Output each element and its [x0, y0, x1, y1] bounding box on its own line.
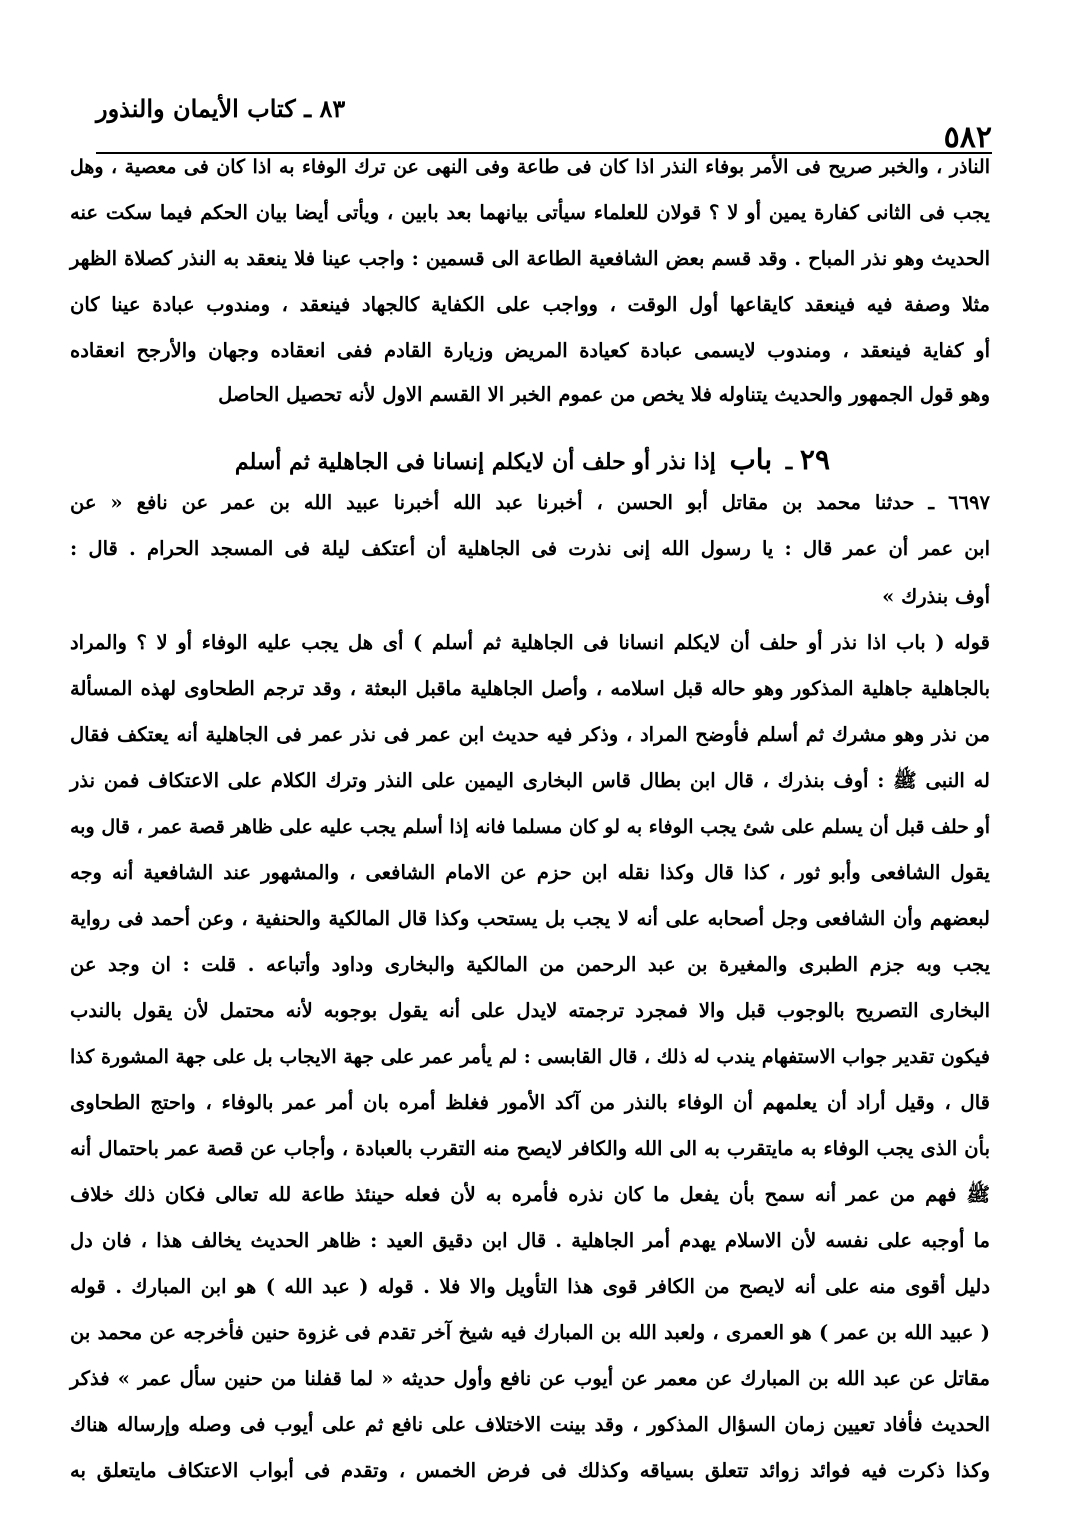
commentary-line: أو حلف قبل أن يسلم على شئ يجب الوفاء به لو كان مسلما فانه إذا أسلم يجب عليه على ظاهر قصة عمر ، قال وبه — [70, 816, 990, 838]
commentary-line: الحديث فأفاد تعيين زمان السؤال المذكور ، وقد بينت الاختلاف على نافع ثم على أيوب فى وصله وإرساله هناك — [70, 1413, 990, 1436]
commentary-line: دليل أقوى منه على أنه لايصح من الكافر قوى هذا التأويل والا فلا . قوله ( عبد الله ) هو ابن المبارك . قوله — [70, 1275, 990, 1298]
commentary-line: من نذر وهو مشرك ثم أسلم فأوضح المراد ، وذكر فيه حديث ابن عمر فى نذر عمر فى الجاهلية أنه يعتكف فقال — [70, 723, 990, 746]
text-line: وهو قول الجمهور والحديث يتناوله فلا يخص من عموم الخبر الا القسم الاول لأنه تحصيل الحاصل — [218, 383, 990, 406]
commentary-line: قال ، وقيل أراد أن يعلمهم أن الوفاء بالنذر من آكد الأمور فغلظ أمره بان أمر عمر بالوفاء ، واحتج الطحاوى — [70, 1091, 990, 1114]
commentary-line: ﷺ فهم من عمر أنه سمح بأن يفعل ما كان نذره فأمره به لأن فعله حينئذ طاعة لله تعالى فكان ذلك خلاف — [70, 1183, 990, 1206]
chapter-number: ٢٩ — [799, 443, 830, 476]
commentary-line: البخارى التصريح بالوجوب قبل والا فمجرد ترجمته لايدل على أنه يقول بوجوبه لأنه محتمل لأن يقول بالندب — [70, 999, 990, 1022]
text-line: مثلا وصفة فيه فينعقد كايقاعها أول الوقت ، وواجب على الكفاية كالجهاد فينعقد ، ومندوب عبادة عينا كان — [70, 293, 990, 316]
commentary-line: لبعضهم وأن الشافعى وجل أصحابه على أنه لا يجب بل يستحب وكذا قال المالكية والحنفية ، وعن أحمد فى رواية — [70, 907, 990, 930]
commentary-line: يجب وبه جزم الطبرى والمغيرة بن عبد الرحمن من المالكية والبخارى وداود وأتباعه . قلت : ان وجد عن — [70, 953, 990, 976]
commentary-line: بالجاهلية جاهلية المذكور وهو حاله قبل اسلامه ، وأصل الجاهلية ماقبل البعثة ، وقد ترجم الطحاوى لهذه المسألة — [70, 677, 990, 700]
commentary-line: يقول الشافعى وأبو ثور ، كذا قال وكذا نقله ابن حزم عن الامام الشافعى ، والمشهور عند الشافعية أنه وجه — [70, 861, 990, 884]
commentary-line: مقاتل عن عبد الله بن المبارك عن معمر عن أيوب عن نافع وأول حديثه « لما قفلنا من حنين سأل عمر » فذكر — [70, 1367, 990, 1390]
chapter-bab-word: باب — [729, 443, 773, 476]
chapter-title: إذا نذر أو حلف أن لايكلم إنسانا فى الجاهلية ثم أسلم — [234, 449, 716, 475]
text-line: الحديث وهو نذر المباح . وقد قسم بعض الشافعية الطاعة الى قسمين : واجب عينا فلا ينعقد به النذر كصلاة الظهر — [70, 247, 990, 270]
text-line: الناذر ، والخبر صريح فى الأمر بوفاء النذر اذا كان فى طاعة وفى النهى عن ترك الوفاء به اذا كان فى معصية ، وهل — [70, 156, 990, 178]
commentary-line: وكذا ذكرت فيه فوائد زوائد تتعلق بسياقه وكذلك فى فرض الخمس ، وتقدم فى أبواب الاعتكاف مايتعلق به — [70, 1459, 990, 1482]
hadith-line: ابن عمر أن عمر قال : يا رسول الله إنى نذرت فى الجاهلية أن أعتكف ليلة فى المسجد الحرام . قال : — [70, 537, 990, 560]
commentary-line: له النبى ﷺ : أوف بنذرك ، قال ابن بطال قاس البخارى اليمين على النذر وترك الكلام على الاعتكاف فمن نذر — [70, 769, 990, 792]
commentary-line: ما أوجبه على نفسه لأن الاسلام يهدم أمر الجاهلية . قال ابن دقيق العيد : ظاهر الحديث يخالف هذا ، فان دل — [70, 1229, 990, 1252]
chapter-dash: ـ — [785, 449, 793, 475]
text-line: أو كفاية فينعقد ، ومندوب لايسمى عبادة كعيادة المريض وزيارة القادم ففى انعقاده وجهان والأرجح انعقاده — [70, 339, 990, 362]
running-title: ٨٣ ـ كتاب الأيمان والنذور — [96, 94, 346, 123]
commentary-line: قوله ( باب اذا نذر أو حلف أن لايكلم انسانا فى الجاهلية ثم أسلم ) أى هل يجب عليه الوفاء أو لا ؟ والمراد — [70, 631, 990, 654]
commentary-line: فيكون تقدير جواب الاستفهام يندب له ذلك ، قال القابسى : لم يأمر عمر على جهة الايجاب بل على جهة المشورة كذا — [70, 1046, 990, 1068]
hadith-line: أوف بنذرك » — [882, 585, 990, 608]
page-header — [96, 92, 992, 156]
chapter-heading — [200, 440, 830, 482]
commentary-line: ( عبيد الله بن عمر ) هو العمرى ، ولعبد الله بن المبارك فيه شيخ آخر تقدم فى غزوة حنين فأخرجه عن محمد بن — [70, 1321, 990, 1344]
page-number: ٥٨٢ — [943, 120, 992, 155]
commentary-line: بأن الذى يجب الوفاء به مايتقرب به الى الله والكافر لايصح منه التقرب بالعبادة ، وأجاب عن قصة عمر باحتمال أنه — [70, 1137, 990, 1160]
text-line: يجب فى الثانى كفارة يمين أو لا ؟ قولان للعلماء سيأتى بيانهما بعد بابين ، ويأتى أيضا بيان الحكم فيما سكت عنه — [70, 201, 990, 224]
hadith-line: ٦٦٩٧ ـ حدثنا محمد بن مقاتل أبو الحسن ، أخبرنا عبد الله أخبرنا عبيد الله بن عمر عن نافع « عن — [70, 491, 990, 514]
